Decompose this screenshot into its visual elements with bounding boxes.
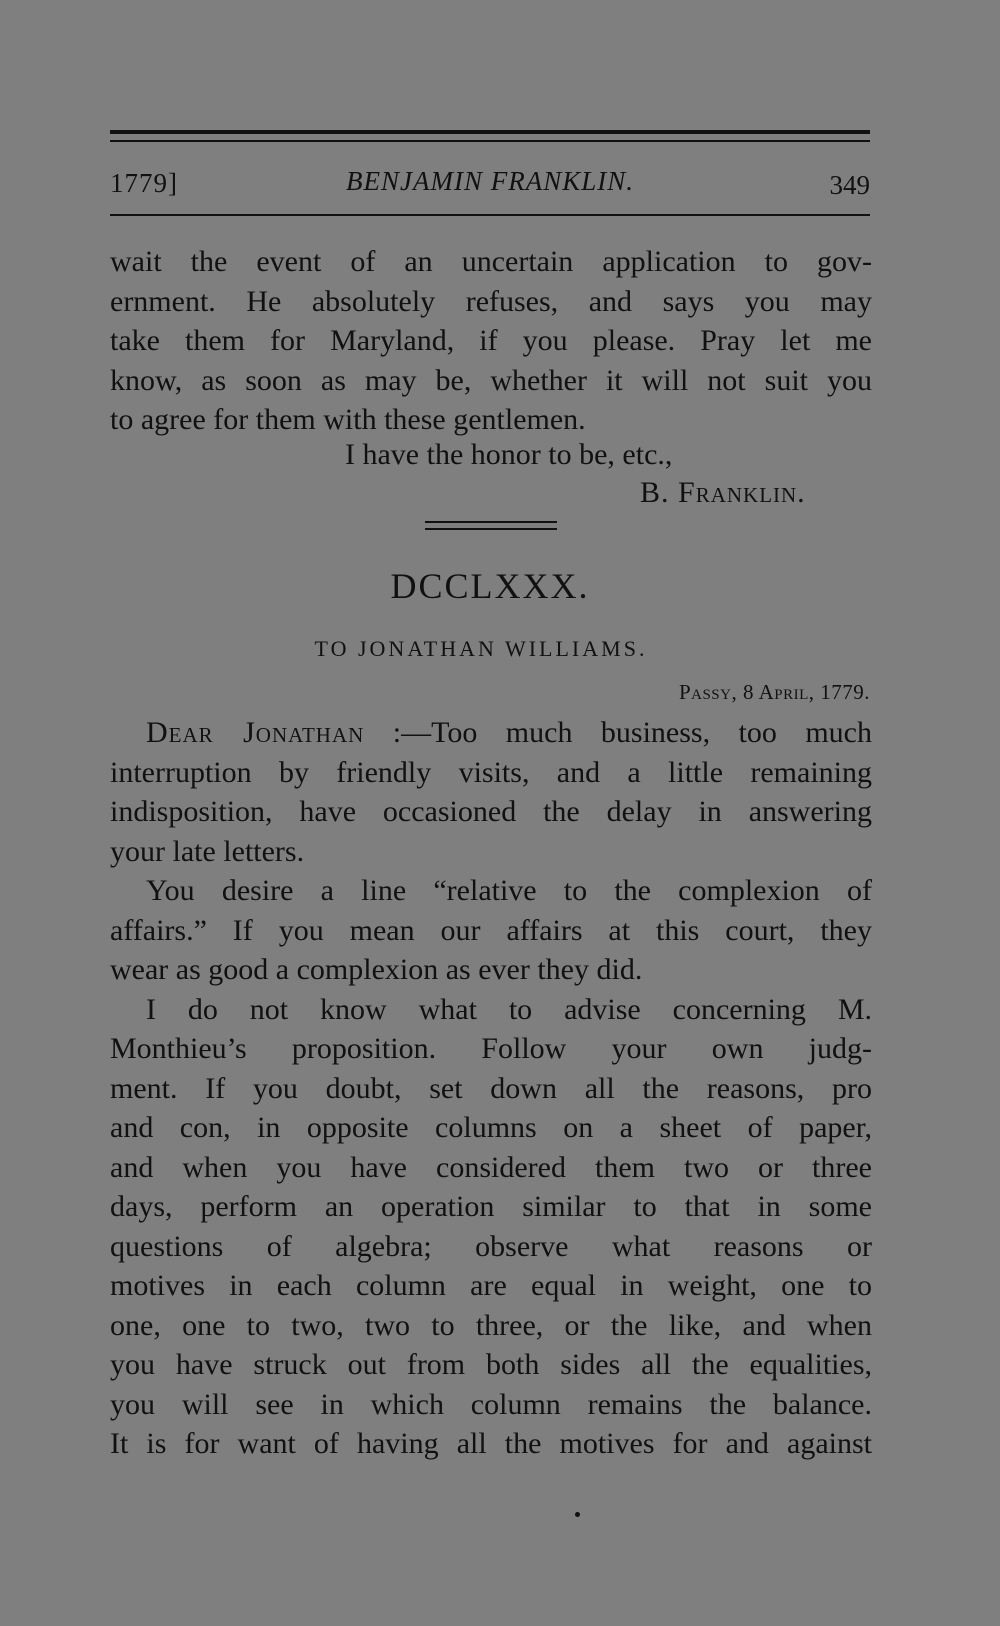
text-line: and con, in opposite columns on a sheet of paper, (110, 1111, 872, 1144)
running-head-year: 1779] (110, 168, 178, 198)
letter-dateline: Passy, 8 April, 1779. (678, 680, 870, 704)
text-line: wear as good a complexion as ever they did. (110, 953, 643, 986)
text-line: your late letters. (110, 834, 305, 868)
page-number: 349 (829, 170, 870, 200)
text-line: and when you have considered them two or three (110, 1150, 872, 1184)
text-line: interruption by friendly visits, and a little remaining (110, 755, 872, 789)
text-line: indisposition, have occasioned the delay in answering (110, 795, 872, 828)
paragraph-first-line: You desire a line “relative to the complexion of (146, 874, 872, 907)
salutation: Dear Jonathan (146, 716, 365, 749)
continuation-paragraph (110, 242, 872, 440)
text-line: Monthieu’s proposition. Follow your own judg- (110, 1032, 872, 1065)
letter-recipient: TO JONATHAN WILLIAMS. (314, 636, 648, 661)
text-line: questions of algebra; observe what reasons or (110, 1229, 872, 1263)
header-rule-thick (110, 130, 870, 134)
running-head-rule (110, 214, 870, 216)
signature: B. Franklin. (640, 476, 806, 509)
text-line: days, perform an operation similar to that in some (110, 1190, 872, 1223)
section-divider (425, 521, 557, 523)
text-line: motives in each column are equal in weight, one to (110, 1269, 872, 1302)
text-line: to agree for them with these gentlemen. (110, 403, 586, 436)
text-line: ment. If you doubt, set down all the reasons, pro (110, 1071, 872, 1105)
paragraph-first-line: I do not know what to advise concerning M. (146, 992, 872, 1026)
text-line: one, one to two, two to three, or the like, and when (110, 1308, 872, 1342)
section-divider (425, 528, 557, 530)
text-line: take them for Maryland, if you please. Pray let me (110, 324, 872, 357)
paragraph-first-line (110, 713, 872, 753)
letter-body (110, 713, 872, 1464)
complimentary-close: I have the honor to be, etc., (345, 438, 673, 471)
paragraph-first-line-text: :—Too much business, too much (392, 716, 872, 749)
text-line: you have struck out from both sides all the equalities, (110, 1348, 872, 1381)
text-line: wait the event of an uncertain application to gov- (110, 245, 872, 278)
text-line: know, as soon as may be, whether it will not suit you (110, 363, 872, 397)
text-line: ernment. He absolutely refuses, and says you may (110, 284, 872, 318)
letter-number: DCCLXXX. (390, 566, 590, 606)
print-speck (575, 1512, 580, 1517)
text-line: affairs.” If you mean our affairs at this court, they (110, 913, 872, 947)
running-head (110, 166, 870, 206)
text-line: you will see in which column remains the balance. (110, 1387, 872, 1421)
text-line: It is for want of having all the motives for and against (110, 1427, 872, 1460)
header-rule-thin (110, 140, 870, 142)
running-head-title: BENJAMIN FRANKLIN. (346, 166, 634, 196)
